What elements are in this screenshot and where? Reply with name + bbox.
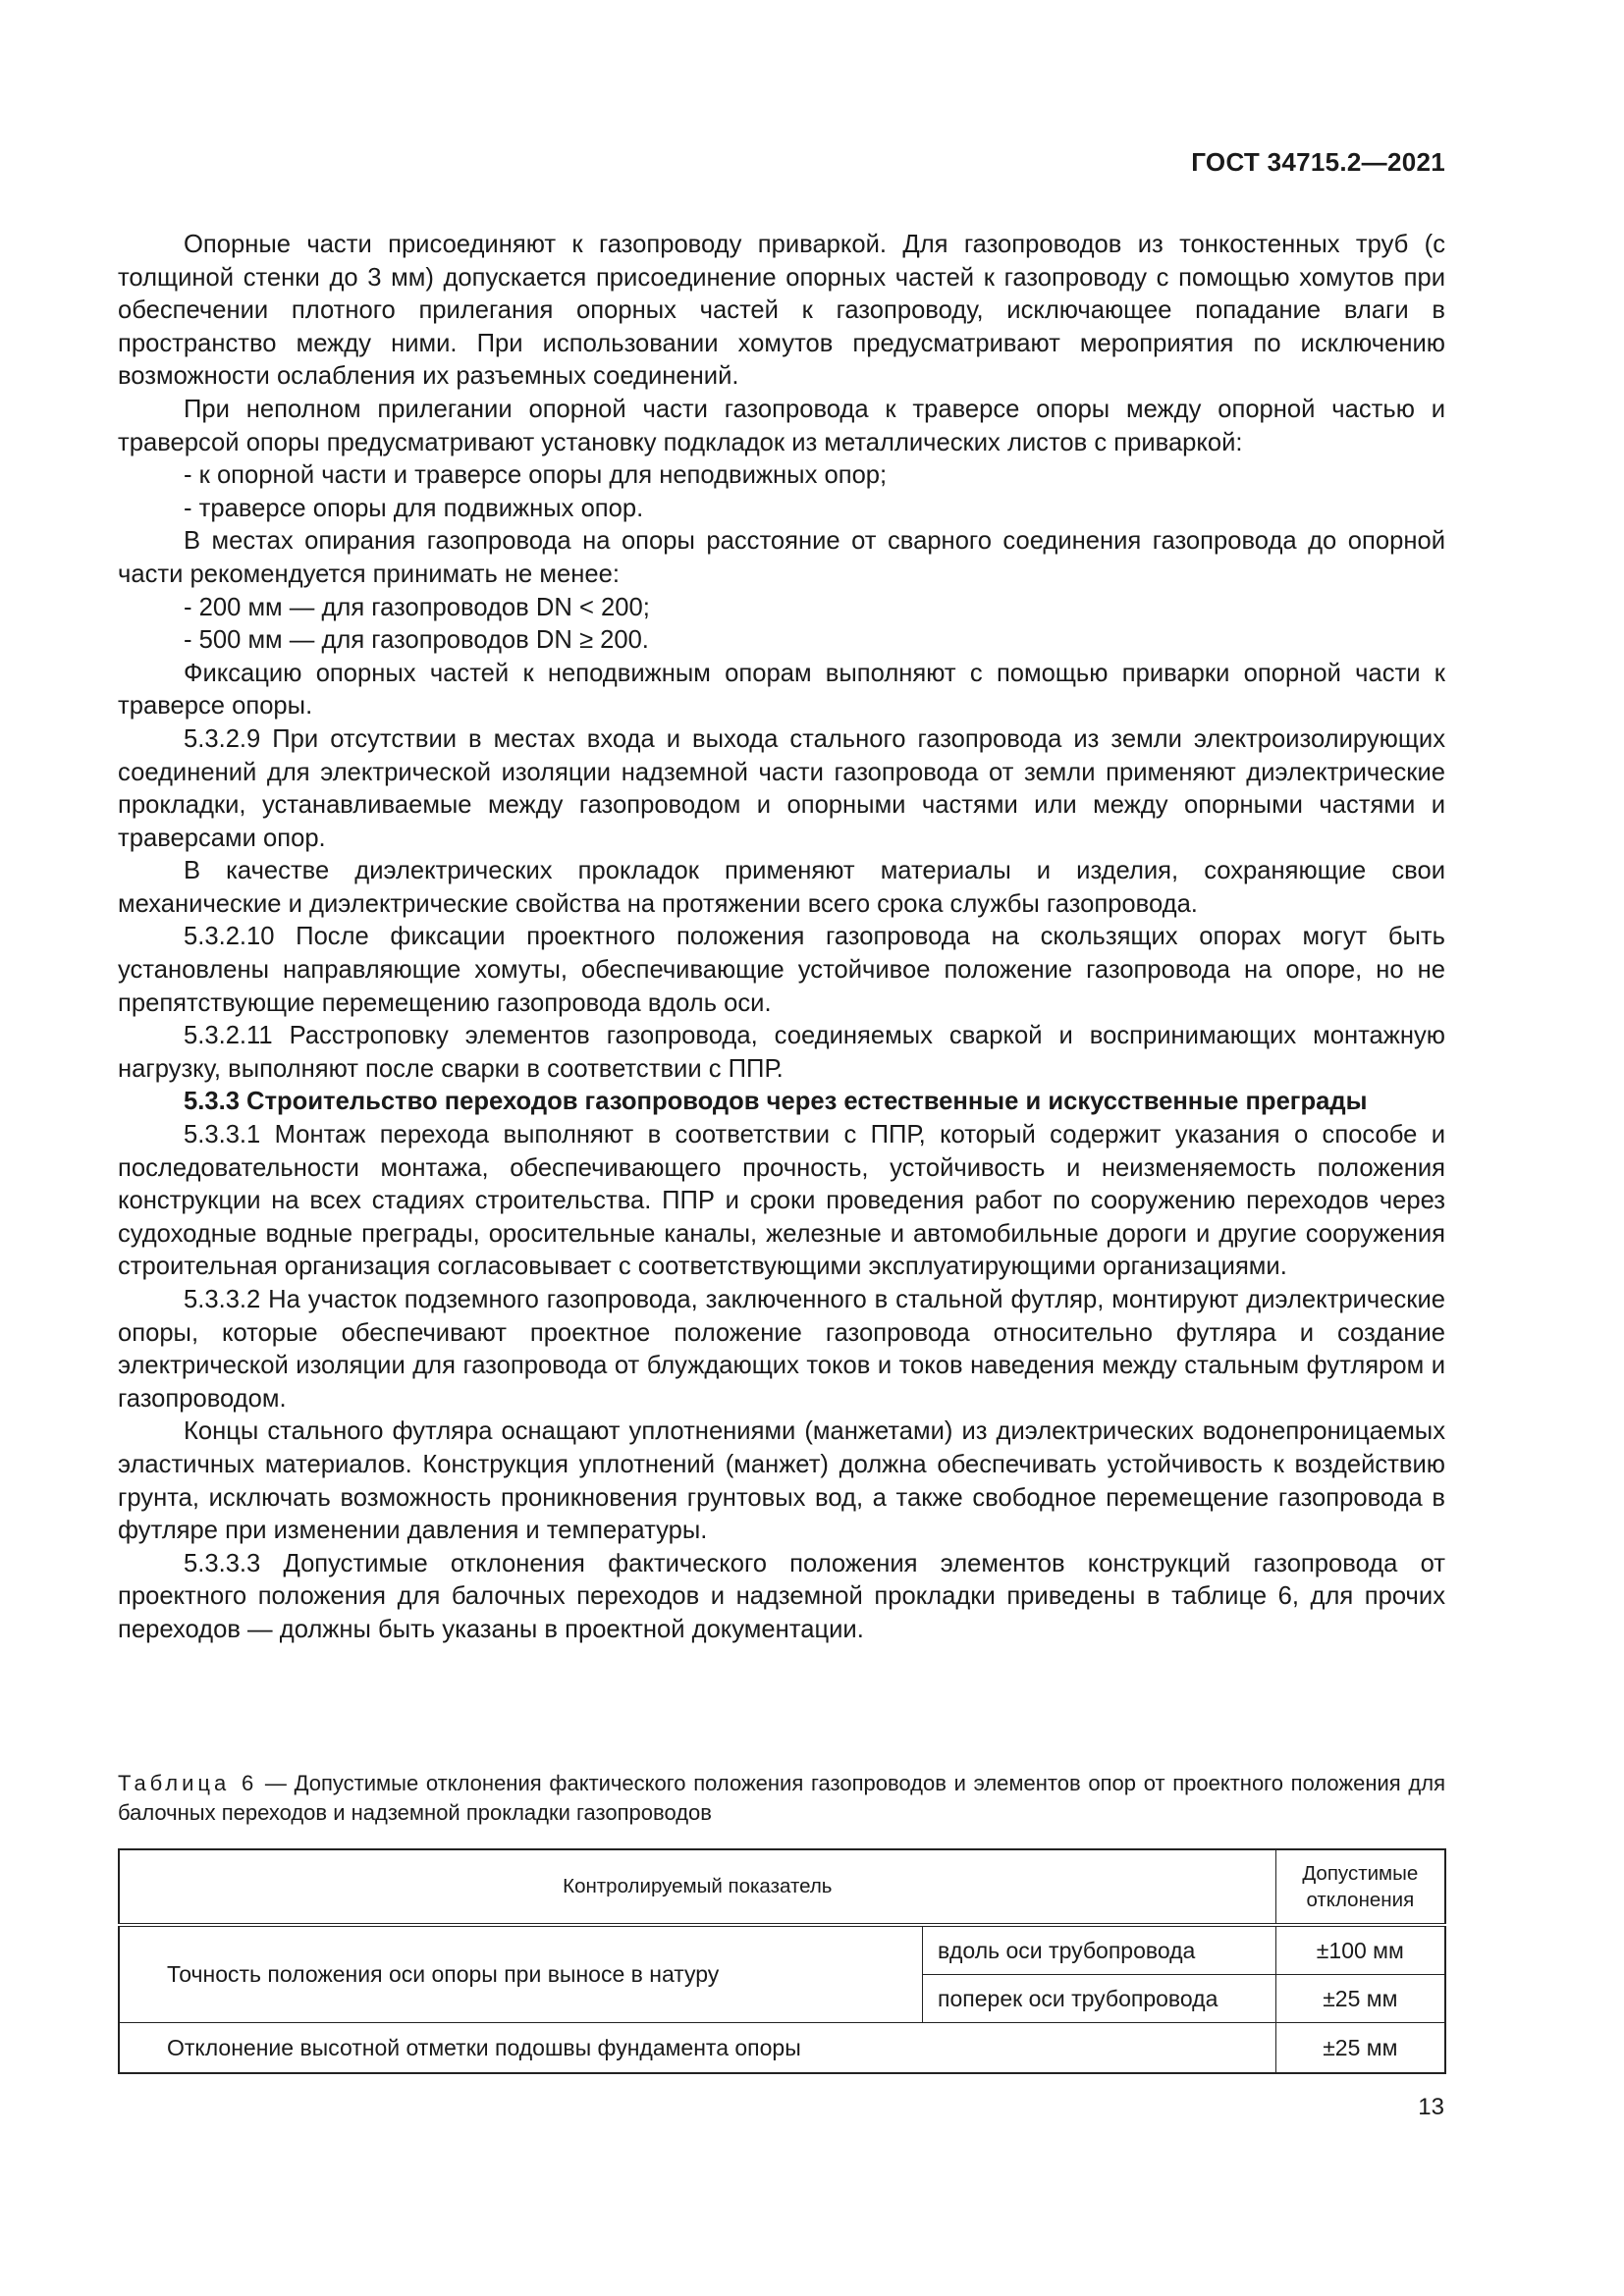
list-item: - к опорной части и траверсе опоры для неподвижных опор;	[184, 461, 888, 490]
section-heading: 5.3.3 Строительство переходов газопроводов через естественные и искусственные преграды	[184, 1088, 1368, 1116]
page-number: 13	[1418, 2094, 1444, 2120]
paragraph: Опорные части присоединяют к газопроводу приваркой. Для газопроводов из тонкостенных труб (с толщиной стенки до 3 мм) допускается присоединение опорных частей к газопроводу с помощью хомутов при обеспечении плотного прилегания опорных частей к газопроводу, исключающее попадание влаги в пространство между ними. При использовании хомутов предусматривают мероприятия по исключению возможности ослабления их разъемных соединений.	[118, 231, 1445, 391]
table-caption-label: Таблица 6	[118, 1771, 258, 1795]
paragraph: Концы стального футляра оснащают уплотнениями (манжетами) из диэлектрических водонепроницаемых эластичных материалов. Конструкция уплотнений (манжет) должна обеспечивать устойчивость к воздействию грунта, исключать возможность проникновения грунтовых вод, а также свободное перемещение газопровода в футляре при изменении давления и температуры.	[118, 1417, 1445, 1545]
table-caption	[118, 1769, 1445, 1828]
paragraph: В местах опирания газопровода на опоры расстояние от сварного соединения газопровода до опорной части рекомендуется принимать не менее:	[118, 527, 1445, 588]
list-item: - 200 мм — для газопроводов DN < 200;	[184, 593, 650, 621]
table-header-row	[119, 1849, 1445, 1925]
paragraph: 5.3.3.1 Монтаж перехода выполняют в соответствии с ППР, который содержит указания о способе и последовательности монтажа, обеспечивающего прочность, устойчивость и неизменяемость положения конструкции на всех стадиях строительства. ППР и сроки проведения работ по сооружению переходов через судоходные водные преграды, оросительные каналы, железные и автомобильные дороги и другие сооружения строительная организация согласовывает с соответствующими эксплуатирующими организациями.	[118, 1121, 1445, 1281]
document-code: ГОСТ 34715.2—2021	[1191, 147, 1445, 177]
list-item: - 500 мм — для газопроводов DN ≥ 200.	[184, 626, 649, 655]
paragraph: 5.3.3.3 Допустимые отклонения фактического положения элементов конструкций газопровода от проектного положения для балочных переходов и надземной прокладки приведены в таблице 6, для прочих переходов — должны быть указаны в проектной документации.	[118, 1549, 1445, 1643]
paragraph: 5.3.3.2 На участок подземного газопровода, заключенного в стальной футляр, монтируют диэлектрические опоры, которые обеспечивают проектное положение газопровода относительно футляра и создание электрической изоляции для газопровода от блуждающих токов и токов наведения между стальным футляром и газопроводом.	[118, 1286, 1445, 1413]
row-param-foundation-elevation: Отклонение высотной отметки подошвы фундамента опоры	[119, 2023, 1275, 2074]
table-caption-text: — Допустимые отклонения фактического положения газопроводов и элементов опор от проектного положения для балочных переходов и надземной прокладки газопроводов	[118, 1771, 1445, 1825]
header-allowed-deviation: Допустимые отклонения	[1275, 1849, 1445, 1925]
deviation-table	[118, 1848, 1446, 2074]
sub-param-across-axis: поперек оси трубопровода	[923, 1975, 1276, 2023]
value-along-axis: ±100 мм	[1275, 1925, 1445, 1975]
row-param-support-axis: Точность положения оси опоры при выносе в натуру	[119, 1925, 923, 2023]
sub-param-along-axis: вдоль оси трубопровода	[923, 1925, 1276, 1975]
paragraph: При неполном прилегании опорной части газопровода к траверсе опоры между опорной частью и траверсой опоры предусматривают установку подкладок из металлических листов с приваркой:	[118, 395, 1445, 456]
document-body	[118, 229, 1445, 1647]
paragraph: 5.3.2.9 При отсутствии в местах входа и выхода стального газопровода из земли электроизолирующих соединений для электрической изоляции надземной части газопровода от земли применяют диэлектрические прокладки, устанавливаемые между газопроводом и опорными частями или между опорными частями и траверсами опор.	[118, 724, 1445, 852]
header-controlled-parameter: Контролируемый показатель	[119, 1849, 1275, 1925]
value-across-axis: ±25 мм	[1275, 1975, 1445, 2023]
list-item: - траверсе опоры для подвижных опор.	[184, 494, 644, 522]
table-row	[119, 2023, 1445, 2074]
paragraph: В качестве диэлектрических прокладок применяют материалы и изделия, сохраняющие свои механические и диэлектрические свойства на протяжении всего срока службы газопровода.	[118, 857, 1445, 918]
table-row	[119, 1925, 1445, 1975]
paragraph: 5.3.2.10 После фиксации проектного положения газопровода на скользящих опорах могут быть установлены направляющие хомуты, обеспечивающие устойчивое положение газопровода на опоре, но не препятствующие перемещению газопровода вдоль оси.	[118, 923, 1445, 1017]
paragraph: 5.3.2.11 Расстроповку элементов газопровода, соединяемых сваркой и воспринимающих монтажную нагрузку, выполняют после сварки в соответствии с ППР.	[118, 1022, 1445, 1083]
paragraph: Фиксацию опорных частей к неподвижным опорам выполняют с помощью приварки опорной части к траверсе опоры.	[118, 659, 1445, 721]
value-foundation-elevation: ±25 мм	[1275, 2023, 1445, 2074]
